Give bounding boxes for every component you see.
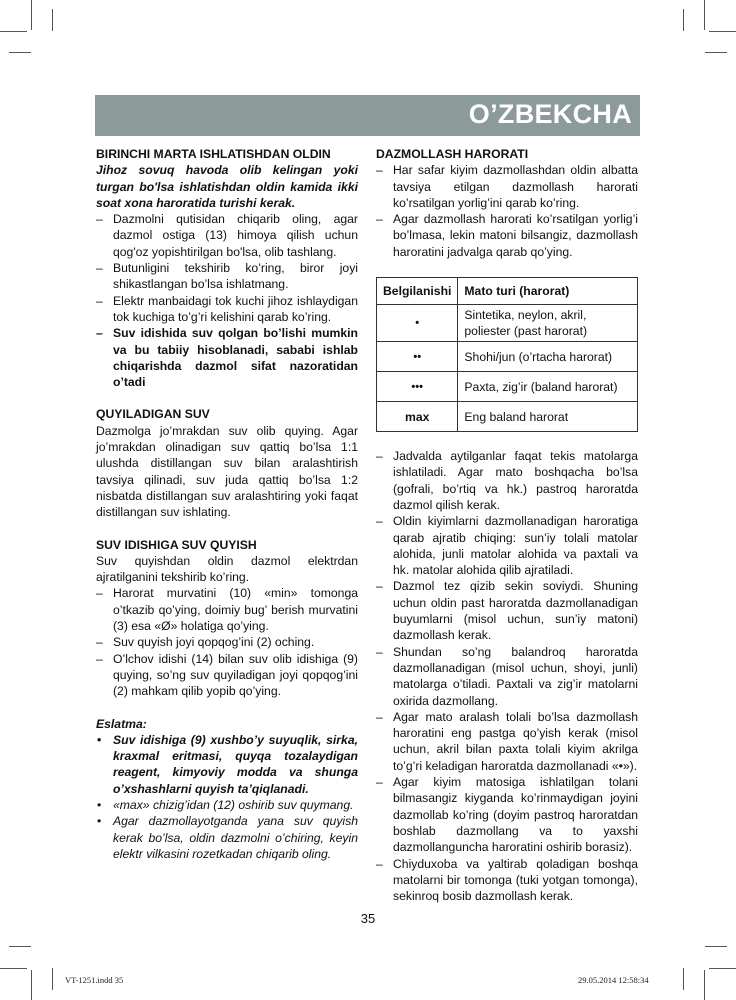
list-item: – Shundan so’ng balandroq haroratda dazmollanadigan (misol uchun, shoyi, junli) matolarga o’tiladi. Paxtali va zig’ir matolarni oxirida dazmollang. [376,644,638,709]
list-item: – Agar mato aralash tolali bo’lsa dazmollash haroratini eng pastga qo’yish kerak (misol uchun, akril bilan paxta tolali kiyim akrilga to’g’ri keladigan haroratda dazmollanadi «•»). [376,709,638,774]
crop-mark [705,52,727,53]
print-timestamp: 29.05.2014 12:58:34 [578,975,649,985]
filling-list [96,585,358,699]
table-cell-symbol: ••• [377,372,458,402]
temperature-list [376,162,638,260]
crop-mark [9,946,31,947]
filling-paragraph: Suv quyishdan oldin dazmol elektrdan ajratilganini tekshirib ko’ring. [96,553,358,585]
table-header-fabric: Mato turi (harorat) [458,278,638,305]
list-item: – Butunligini tekshirib ko’ring, biror joyi shikastlangan bo’lsa ishlatmang. [96,260,358,293]
section-heading-water: QUYILADIGAN SUV [96,407,210,422]
crop-mark [704,970,705,1000]
crop-mark [52,968,53,990]
crop-mark [31,970,32,1000]
list-item: • «max» chizig’idan (12) oshirib suv quymang. [96,797,358,813]
table-cell-fabric: Paxta, zig’ir (baland harorat) [458,372,638,402]
right-column [376,146,638,904]
table-cell-fabric: Shohi/jun (o’rtacha harorat) [458,342,638,372]
table-header-symbol: Belgilanishi [377,278,458,305]
crop-mark [31,0,32,30]
first-use-list [96,211,358,390]
crop-mark [0,31,27,32]
crop-mark [709,968,736,969]
page-number: 35 [360,911,376,926]
section-heading-filling: SUV IDISHIGA SUV QUYISH [96,537,257,552]
note-list [96,732,358,862]
list-item: – Oldin kiyimlarni dazmollanadigan haroratiga qarab ajratib chiqing: sun’iy tolali matolar alohida, junli matolar alohida va paxtali va hk. matolar alohida qilib ajratiladi. [376,513,638,578]
table-cell-symbol: • [377,305,458,342]
crop-mark [9,52,31,53]
list-item: – Dazmolni qutisidan chiqarib oling, agar dazmol ostiga (13) himoya qilish uchun qog'oz yopishtirilgan bo'lsa, olib tashlang. [96,211,358,260]
table-row [377,342,638,372]
list-item: – Dazmol tez qizib sekin soviydi. Shuning uchun oldin past haroratda dazmollanadigan buyumlarni (misol uchun, sun’iy matoni) dazmollash kerak. [376,578,638,643]
list-item: – Suv quyish joyi qopqog’ini (2) oching. [96,634,358,650]
ironing-tips-list [376,448,638,904]
temperature-table [376,277,638,432]
language-banner [95,95,640,136]
table-row [377,305,638,342]
crop-mark [683,968,684,990]
left-column [96,146,358,862]
list-item: – Agar dazmollash harorati ko’rsatilgan yorlig’i bo’lmasa, lekin matoni bilsangiz, dazmollash haroratini jadvalga qarab qo’ying. [376,211,638,260]
table-header-row [377,278,638,305]
crop-mark [704,0,705,30]
water-paragraph: Dazmolga jo’mrakdan suv olib quying. Agar jo’mrakdan olinadigan suv qattiq bo’lsa 1:1 ulushda distillangan suv bilan aralashtirish tavsiya qilinadi, suv juda qattiq bo’lsa 1:2 nisbatda distillangan suv aralashtiring yoki faqat distillangan suv ishlating. [96,423,358,520]
crop-mark [52,9,53,31]
list-item: • Suv idishiga (9) xushbo’y suyuqlik, sirka, kraxmal eritmasi, quyqa tozalaydigan reagent, kimyoviy modda va shunga o’xshashlarni quyish ta’qiqlanadi. [96,732,358,797]
list-item: – Harorat murvatini (10) «min» tomonga o’tkazib qo’ying, doimiy bug’ berish murvatini (3) esa «Ø» holatiga qo’ying. [96,585,358,634]
table-cell-symbol: •• [377,342,458,372]
list-item: – Suv idishida suv qolgan bo’lishi mumkin va bu tabiiy hisoblanadi, sababi ishlab chiqarishda dazmol sifat nazoratidan o’tadi [96,325,358,390]
section-heading-temperature: DAZMOLLASH HARORATI [376,147,529,161]
crop-mark [0,968,27,969]
list-item: – Chiyduxoba va yaltirab qoladigan boshqa matolarni bir tomonga (tuki yotgan tomonga), sekinroq bosib dazmollash kerak. [376,856,638,905]
list-item: • Agar dazmollayotganda yana suv quyish kerak bo’lsa, oldin dazmolni o’chiring, keyin elektr vilkasini rozetkadan chiqarib oling. [96,813,358,862]
table-cell-fabric: Sintetika, neylon, akril, poliester (past harorat) [458,305,638,342]
note-heading: Eslatma: [96,716,147,731]
crop-mark [709,31,736,32]
table-cell-fabric: Eng baland harorat [458,402,638,432]
file-label: VT-1251.indd 35 [65,975,124,985]
list-item: – O’lchov idishi (14) bilan suv olib idishiga (9) quying, so’ng suv quyiladigan joyi qopqog’ini (2) mahkam qilib yopib qo’ying. [96,651,358,700]
table-cell-symbol: max [377,402,458,432]
crop-mark [683,9,684,31]
section-heading-first-use: BIRINCHI MARTA ISHLATISHDAN OLDIN [96,147,331,161]
language-title: O’ZBEKCHA [468,99,632,129]
table-row [377,402,638,432]
crop-mark [705,946,727,947]
list-item: – Jadvalda aytilganlar faqat tekis matolarga ishlatiladi. Agar mato boshqacha bo’lsa (gofrali, bo’rtiq va hk.) pastroq haroratda dazmol qilish kerak. [376,448,638,513]
list-item: – Elektr manbaidagi tok kuchi jihoz ishlaydigan tok kuchiga to’g’ri kelishini qarab ko’ring. [96,293,358,326]
table-row [377,372,638,402]
first-use-warning: Jihoz sovuq havoda olib kelingan yoki turgan bo'lsa ishlatishdan oldin kamida ikki soat xona haroratida turishi kerak. [96,163,358,210]
list-item: – Agar kiyim matosiga ishlatilgan tolani bilmasangiz kiyganda ko’rinmaydigan joyini dazmollab ko’ring (doyim pastroq haroratdan boshlab dazmollang va to yaxshi dazmollanguncha haroratini oshirib borasiz). [376,774,638,855]
list-item: – Har safar kiyim dazmollashdan oldin albatta tavsiya etilgan dazmollash harorati ko’rsatilgan yorlig’ini qarab ko’ring. [376,162,638,211]
